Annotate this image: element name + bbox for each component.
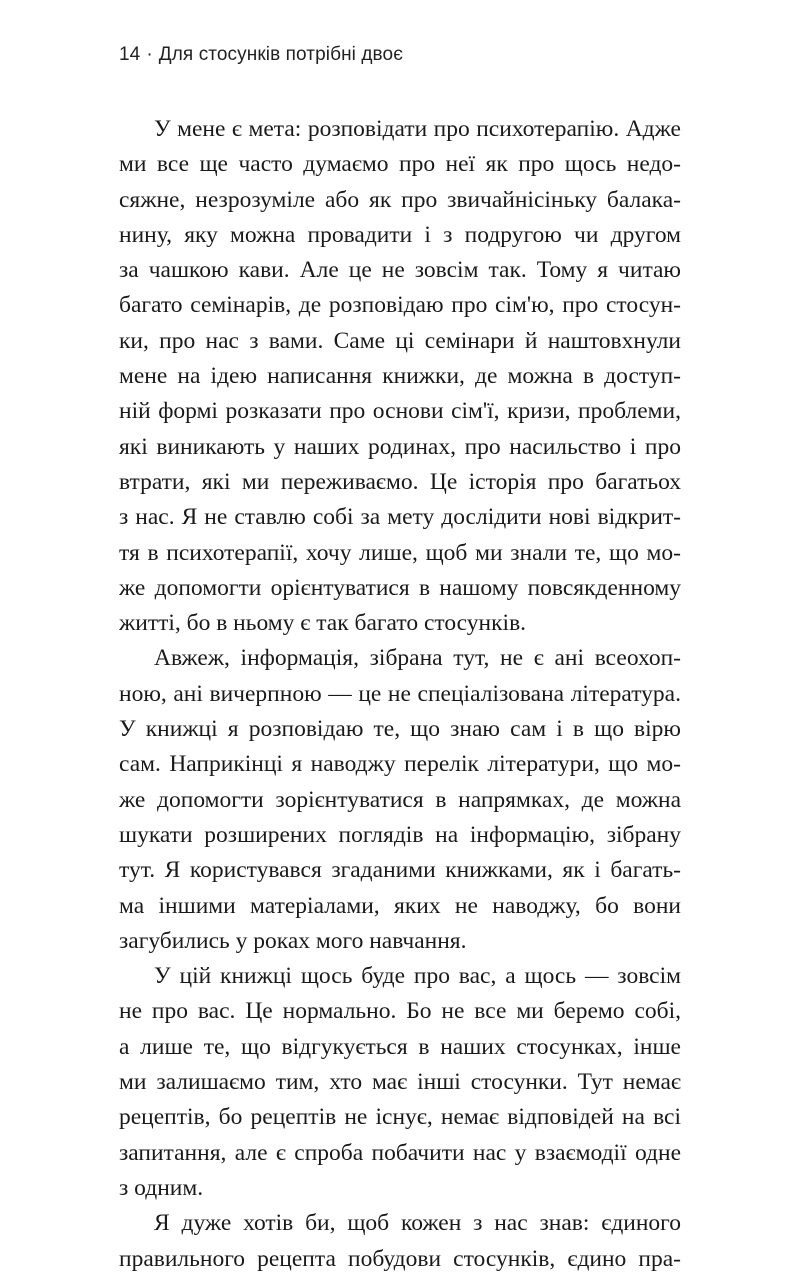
text-line: запитання, але є спроба побачити нас у взаємодії одне [119,1139,681,1166]
text-line: багато семінарів, де розповідаю про сім'ю, про стосун- [119,292,681,319]
text-line: шукати розширених поглядів на інформацію, зібрану [119,821,681,848]
text-line: ній формі розказати про основи сім'ї, кризи, проблеми, [119,398,681,425]
paragraph [119,959,681,1206]
page-number: 14 [119,44,141,65]
text-line: житті, бо в ньому є так багато стосунків. [119,610,527,637]
paragraph [119,112,681,641]
text-line: з одним. [119,1174,204,1201]
text-line: тя в психотерапії, хочу лише, щоб ми знали те, що мо- [119,539,681,566]
text-line: які виникають у наших родинах, про насильство і про [119,433,681,460]
text-line: же допомогти зорієнтуватися в напрямках, де можна [119,786,681,813]
text-line: не про вас. Це нормально. Бо не все ми беремо собі, [119,998,681,1025]
paragraph [119,1206,681,1277]
text-line: сяжне, незрозуміле або як про звичайнісіньку балака- [119,186,681,213]
text-line: У цій книжці щось буде про вас, а щось — зовсім [154,963,681,990]
text-line: тут. Я користувався згаданими книжками, як і багать- [119,857,681,884]
text-line: мене на ідею написання книжки, де можна в доступ- [119,363,681,390]
text-line: ма іншими матеріалами, яких не наводжу, бо вони [119,892,681,919]
text-line: нину, яку можна провадити і з подругою чи другом [119,221,681,248]
text-line: ною, ані вичерпною — це не спеціалізована література. [119,680,681,707]
text-line: же допомогти орієнтуватися в нашому повсякденному [119,574,681,601]
text-line: з нас. Я не ставлю собі за мету дослідити нові відкрит- [119,504,681,531]
text-line: за чашкою кави. Але це не зовсім так. Тому я читаю [119,257,681,284]
body-text [119,112,681,1277]
running-head [119,44,403,66]
text-line: а лише те, що відгукується в наших стосунках, інше [119,1033,681,1060]
text-line: ми все ще часто думаємо про неї як про щось недо- [119,151,681,178]
text-line: У мене є мета: розповідати про психотерапію. Адже [154,116,681,142]
text-line: рецептів, бо рецептів не існує, немає відповідей на всі [119,1104,681,1131]
text-line: Авжеж, інформація, зібрана тут, не є ані всеохоп- [154,645,681,672]
text-line: сам. Наприкінці я наводжу перелік літератури, що мо- [119,751,681,778]
text-line: втрати, які ми переживаємо. Це історія про багатьох [119,468,681,495]
text-line: ми залишаємо тим, хто має інші стосунки. Тут немає [119,1069,681,1096]
text-line: загубились у роках мого навчання. [119,927,467,954]
header-separator: · [146,44,153,65]
paragraph [119,641,681,959]
book-title: Для стосунків потрібні двоє [158,44,403,65]
text-line: Я дуже хотів би, щоб кожен з нас знав: єдиного [154,1210,681,1237]
text-line: правильного рецепта побудови стосунків, єдино пра- [119,1245,681,1272]
text-line: ки, про нас з вами. Саме ці семінари й наштовхнули [119,327,681,354]
text-line: У книжці я розповідаю те, що знаю сам і в що вірю [119,716,681,743]
